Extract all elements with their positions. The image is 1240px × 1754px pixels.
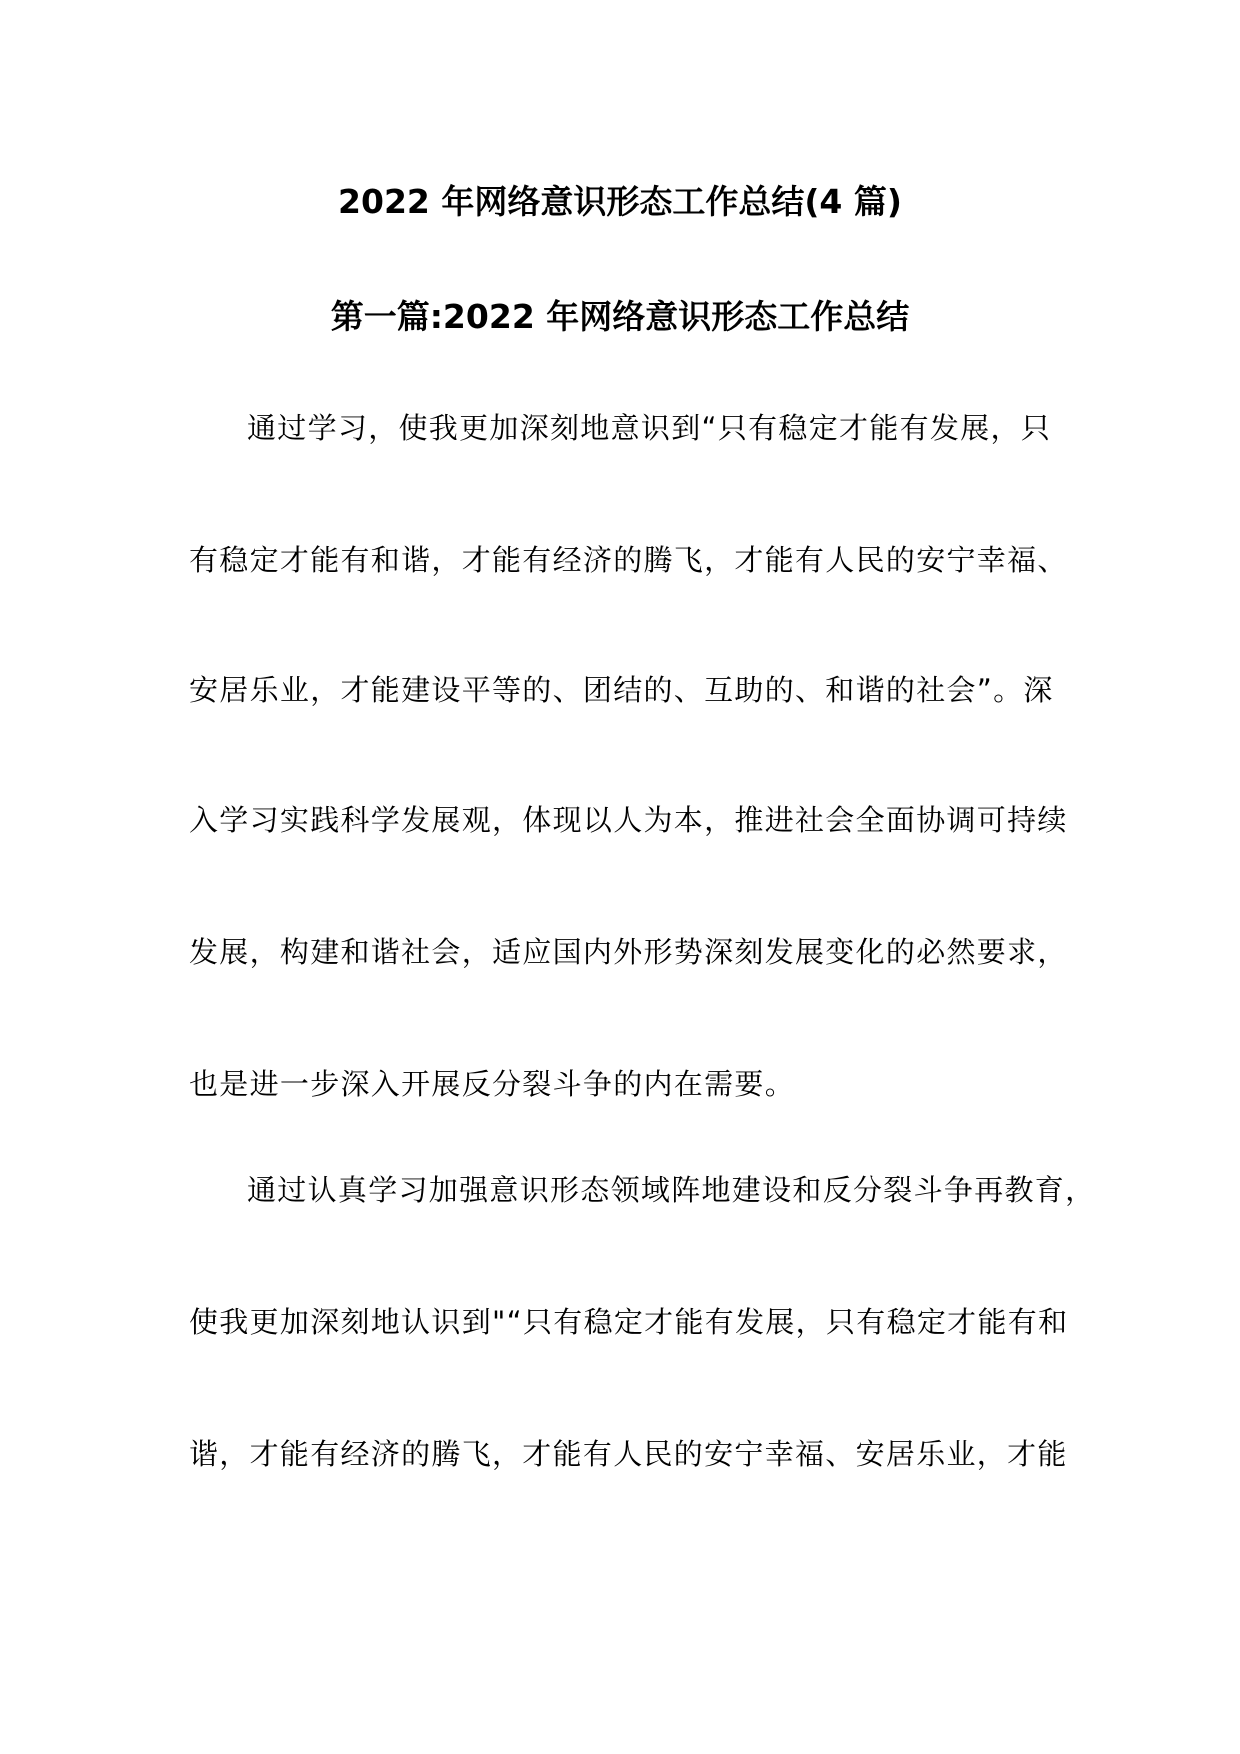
- document-title: 2022 年网络意识形态工作总结(4 篇): [338, 182, 902, 221]
- document-subtitle: 第一篇:2022 年网络意识形态工作总结: [330, 297, 910, 336]
- paragraph-line: 通过学习，使我更加深刻地意识到“只有稳定才能有发展，只: [247, 411, 1052, 445]
- paragraph-line: 使我更加深刻地认识到"“只有稳定才能有发展，只有稳定才能有和: [189, 1305, 1069, 1339]
- paragraph-line: 发展，构建和谐社会，适应国内外形势深刻发展变化的必然要求，: [189, 935, 1068, 969]
- paragraph-line: 有稳定才能有和谐，才能有经济的腾飞，才能有人民的安宁幸福、: [189, 543, 1068, 577]
- paragraph-line: 谐，才能有经济的腾飞，才能有人民的安宁幸福、安居乐业，才能: [189, 1437, 1068, 1471]
- paragraph-line: 入学习实践科学发展观，体现以人为本，推进社会全面协调可持续: [189, 803, 1068, 837]
- paragraph-line: 安居乐业，才能建设平等的、团结的、互助的、和谐的社会”。深: [189, 673, 1054, 707]
- paragraph-line: 通过认真学习加强意识形态领域阵地建设和反分裂斗争再教育，: [247, 1173, 1096, 1207]
- paragraph-line: 也是进一步深入开展反分裂斗争的内在需要。: [189, 1067, 796, 1101]
